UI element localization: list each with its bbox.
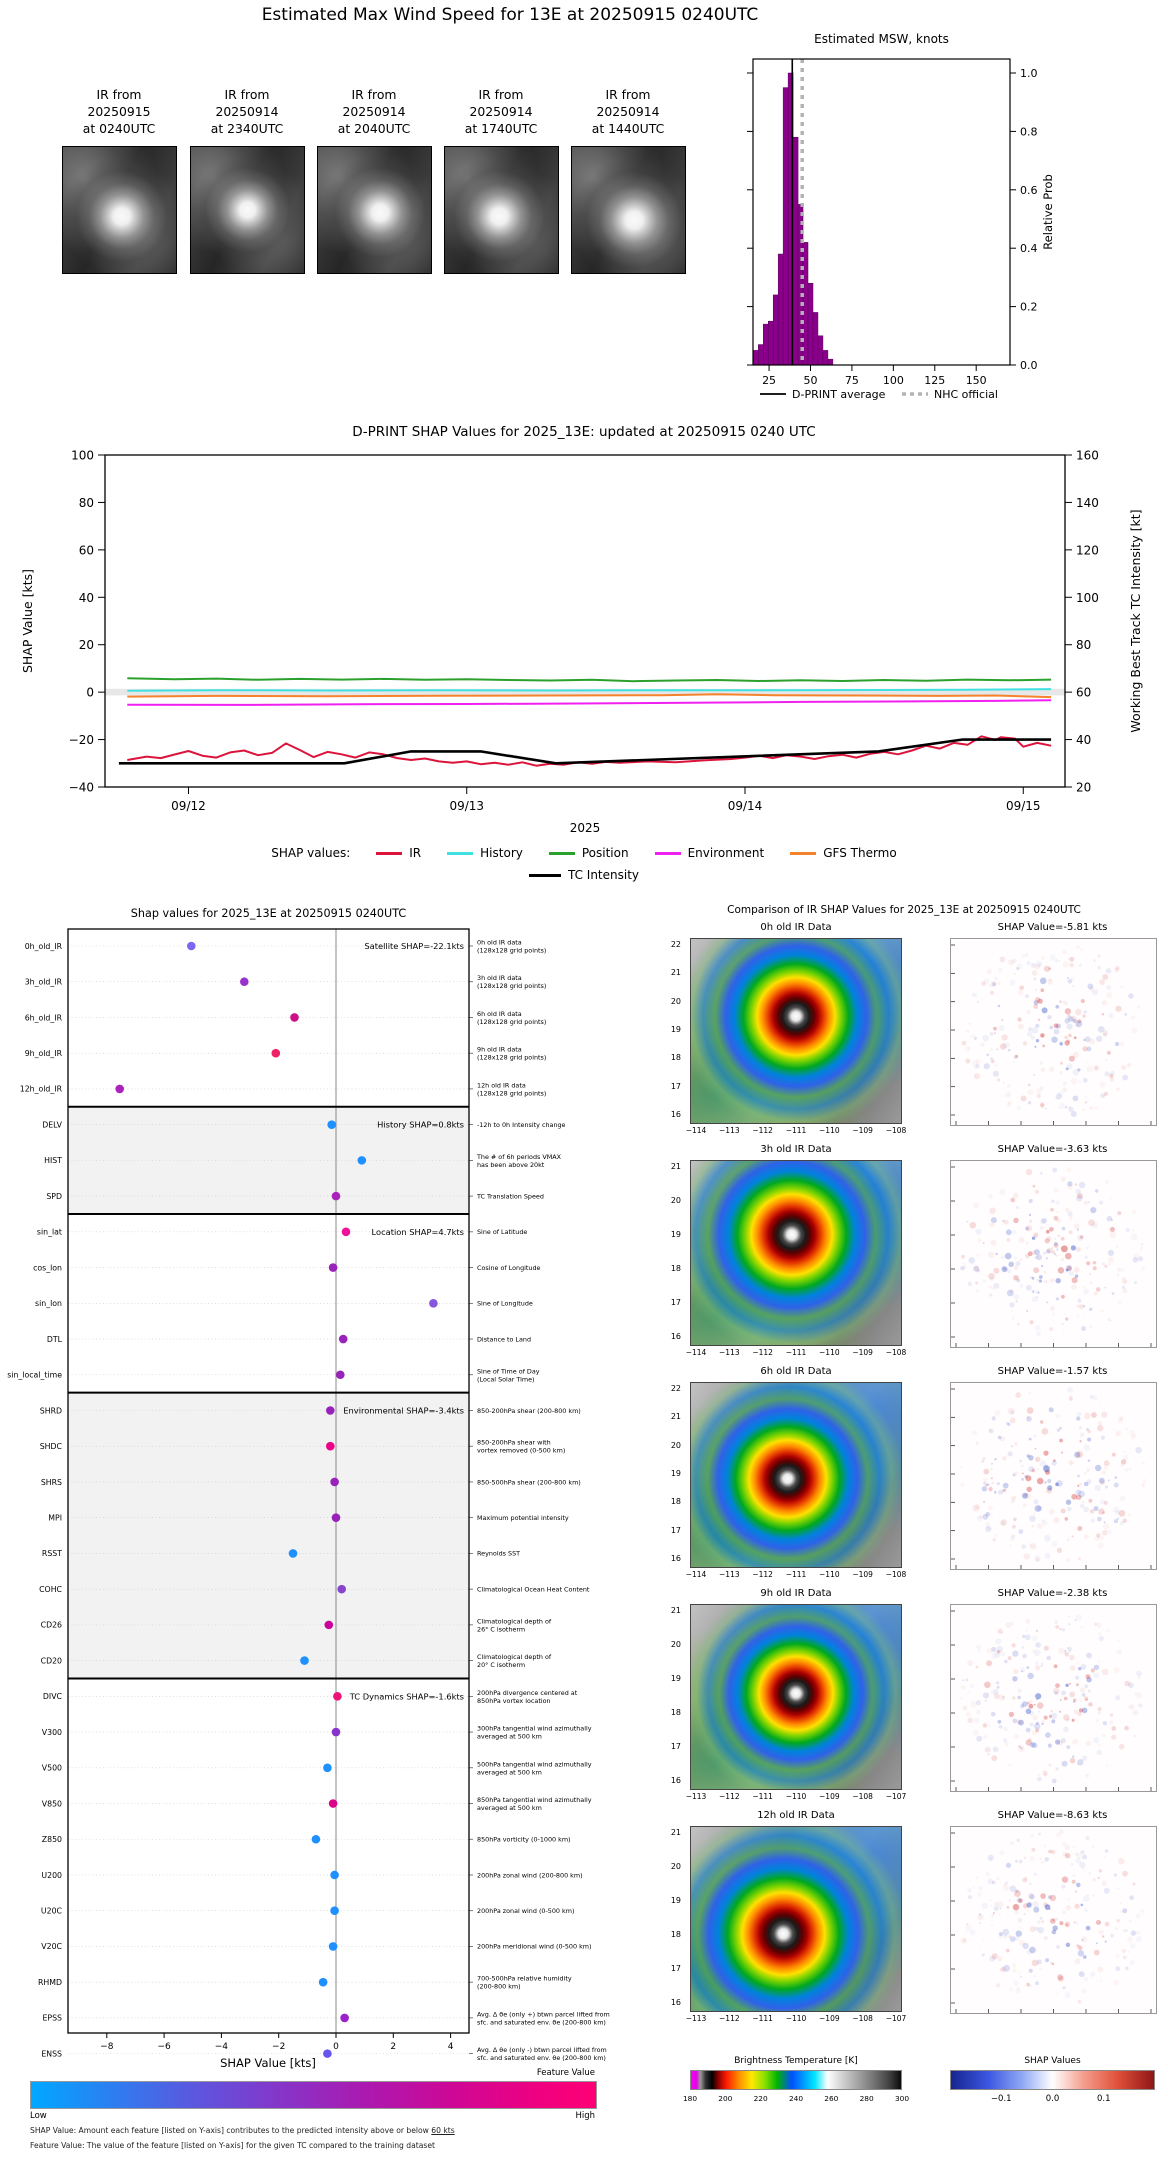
page-title: Estimated Max Wind Speed for 13E at 20250915 0240UTC <box>261 5 759 25</box>
feature-desc: 9h old IR data <box>477 1045 522 1054</box>
feature-label-sin_lat: sin_lat <box>36 1227 62 1237</box>
shap-dot-DTL <box>339 1335 348 1344</box>
shap-dot-RHMD <box>319 1978 328 1987</box>
feature-label-6h_old_IR: 6h_old_IR <box>24 1013 62 1023</box>
feature-desc: 3h old IR data <box>477 974 522 983</box>
hist-bar <box>778 254 783 365</box>
svg-text:20: 20 <box>78 638 94 653</box>
feature-label-V500: V500 <box>41 1763 62 1773</box>
legend-dprint-average: D-PRINT average <box>792 388 886 401</box>
feature-desc: (Local Solar Time) <box>477 1375 535 1384</box>
shap-value-map <box>950 938 1157 1126</box>
svg-text:09/14: 09/14 <box>727 799 763 813</box>
ir-map-title: 9h old IR Data <box>760 1588 832 1599</box>
svg-text:0: 0 <box>86 685 94 700</box>
series-position <box>127 678 1051 681</box>
feature-desc: sfc. and saturated env. θe (200-800 km) <box>477 2054 606 2063</box>
legend-entry-ir: IR <box>376 846 421 860</box>
svg-text:40: 40 <box>78 590 94 605</box>
feature-desc: Climatological Ocean Heat Content <box>477 1585 590 1594</box>
ir-thumb-caption: IR from 20250914 at 1740UTC <box>464 87 538 136</box>
ts-ylabel-left: SHAP Value [kts] <box>20 568 35 674</box>
feature-desc: 850hPa tangential wind azimuthally <box>477 1796 592 1805</box>
shap-value-map <box>950 1160 1157 1348</box>
timeseries-title: D-PRINT SHAP Values for 2025_13E: updated at 20250915 0240 UTC <box>352 424 816 440</box>
svg-text:160: 160 <box>1076 448 1099 463</box>
ts-ylabel-right: Working Best Track TC Intensity [kt] <box>1128 509 1143 733</box>
feature-label-COHC: COHC <box>39 1584 62 1594</box>
svg-text:−6: −6 <box>157 2042 171 2052</box>
svg-text:0.4: 0.4 <box>1020 242 1038 256</box>
ir-map-title: 0h old IR Data <box>760 922 832 933</box>
shap-dot-0h_old_IR <box>187 942 196 951</box>
feature-label-DIVC: DIVC <box>42 1692 62 1702</box>
feature-desc: 12h old IR data <box>477 1081 526 1090</box>
svg-text:−4: −4 <box>214 2042 229 2052</box>
feature-desc: 300hPa tangential wind azimuthally <box>477 1724 592 1733</box>
svg-text:1.0: 1.0 <box>1020 67 1038 80</box>
ir-thumb-caption: IR from 20250914 at 2340UTC <box>210 87 284 136</box>
feature-label-RHMD: RHMD <box>37 1977 62 1987</box>
feature-desc: Cosine of Longitude <box>477 1263 541 1272</box>
bt-colorbar-ticks: 180 200 220 240 260 280 300 <box>682 2094 910 2103</box>
shap-value-map <box>950 1826 1157 2014</box>
feature-label-CD20: CD20 <box>40 1656 62 1666</box>
hist-bar <box>818 336 823 365</box>
hist-ylabel: Relative Prob <box>1041 174 1055 250</box>
shap-dot-SHDC <box>326 1442 335 1451</box>
svg-text:09/12: 09/12 <box>171 799 206 813</box>
feature-label-V300: V300 <box>41 1727 62 1737</box>
ts-xlabel: 2025 <box>569 821 601 835</box>
shap-dot-EPSS <box>340 2014 349 2023</box>
ir-thumb-caption: IR from 20250915 at 0240UTC <box>82 87 156 136</box>
shap-dot-V850 <box>329 1799 338 1808</box>
hist-bar <box>758 345 763 365</box>
svg-text:0.2: 0.2 <box>1020 300 1038 314</box>
ir-thumb-caption: IR from 20250914 at 1440UTC <box>591 87 665 136</box>
ir-map-title: 6h old IR Data <box>760 1366 832 1377</box>
svg-text:09/13: 09/13 <box>449 799 485 813</box>
bt-colorbar-title: Brightness Temperature [K] <box>734 2056 858 2066</box>
feature-desc: 850hPa vorticity (0-1000 km) <box>477 1835 571 1844</box>
svg-text:20: 20 <box>1076 780 1092 795</box>
ir-data-map <box>690 1382 902 1568</box>
feature-desc: 200hPa meridional wind (0-500 km) <box>477 1942 592 1951</box>
feature-label-MPI: MPI <box>48 1513 62 1523</box>
svg-text:80: 80 <box>1076 638 1092 653</box>
colorbar-low-label: Low <box>30 2111 47 2121</box>
section-annotation-location: Location SHAP=4.7kts <box>371 1226 464 1237</box>
footnote-feature-value: Feature Value: The value of the feature [listed on Y-axis] for the given TC compared to the training dataset <box>30 2141 435 2150</box>
shap-dot-MPI <box>332 1513 341 1522</box>
ir-satellite-thumbnail <box>190 146 305 274</box>
shap-dot-CD26 <box>325 1621 334 1630</box>
svg-text:75: 75 <box>844 374 859 387</box>
feature-value-colorbar <box>30 2081 597 2109</box>
ir-map-title: 12h old IR Data <box>757 1810 835 1821</box>
section-annotation-history: History SHAP=0.8kts <box>377 1119 464 1130</box>
footnote-shap-value: SHAP Value: Amount each feature [listed on Y-axis] contributes to the predicted intensity above or below 60 kts <box>30 2126 455 2135</box>
shap-dot-COHC <box>337 1585 346 1594</box>
feature-desc: 200hPa divergence centered at <box>477 1688 578 1697</box>
svg-text:140: 140 <box>1076 495 1099 510</box>
feature-label-DTL: DTL <box>46 1334 62 1344</box>
feature-desc: sfc. and saturated env. θe (200-800 km) <box>477 2018 606 2027</box>
shap-dot-sin_lon <box>429 1299 438 1308</box>
map-yaxis-labels: 21 20 19 18 17 16 <box>670 1606 681 1785</box>
shap-dot-HIST <box>358 1156 367 1165</box>
ir-satellite-thumbnail <box>444 146 559 274</box>
svg-text:−8: −8 <box>100 2042 114 2052</box>
feature-label-SHRD: SHRD <box>39 1406 62 1416</box>
shap-value-map <box>950 1382 1157 1570</box>
feature-desc: Sine of Longitude <box>477 1299 533 1308</box>
bt-colorbar <box>690 2070 902 2090</box>
feature-label-0h_old_IR: 0h_old_IR <box>24 941 62 951</box>
colorbar-high-label: High <box>575 2111 595 2121</box>
histogram-title: Estimated MSW, knots <box>814 32 949 46</box>
feature-desc: 0h old IR data <box>477 938 522 947</box>
shap-dotplot <box>0 895 648 2075</box>
map-xaxis-labels: −114 −113 −112 −111 −110 −109 −108 <box>685 1570 907 1579</box>
feature-desc: vortex removed (0-500 km) <box>477 1446 566 1455</box>
svg-text:−2: −2 <box>272 2042 286 2052</box>
shap-dot-SHRS <box>330 1478 339 1487</box>
ir-comparison-title: Comparison of IR SHAP Values for 2025_13E at 20250915 0240UTC <box>727 904 1081 916</box>
section-annotation-satellite: Satellite SHAP=-22.1kts <box>364 941 464 951</box>
feature-label-sin_lon: sin_lon <box>35 1299 62 1309</box>
hist-bar <box>783 88 788 365</box>
feature-desc: Climatological depth of <box>477 1653 552 1662</box>
hist-bar <box>763 324 768 365</box>
feature-desc: averaged at 500 km <box>477 1732 542 1741</box>
shap-dot-ENSS <box>323 2049 332 2058</box>
feature-desc: 200hPa zonal wind (0-500 km) <box>477 1907 575 1916</box>
timeseries-legend-row-2 <box>0 868 1168 882</box>
feature-desc: averaged at 500 km <box>477 1768 542 1777</box>
feature-desc: Sine of Time of Day <box>477 1367 540 1376</box>
feature-label-RSST: RSST <box>41 1549 62 1559</box>
section-annotation-environmental: Environmental SHAP=-3.4kts <box>343 1405 464 1416</box>
dot-xlabel: SHAP Value [kts] <box>220 2056 316 2070</box>
shap-dotplot-title: Shap values for 2025_13E at 20250915 0240UTC <box>130 907 407 920</box>
feature-label-CD26: CD26 <box>40 1620 62 1630</box>
shap-colorbar-ticks: −0.1 0.0 0.1 <box>990 2094 1111 2104</box>
shap-dot-V300 <box>332 1728 341 1737</box>
shap-dot-SHRD <box>326 1406 335 1415</box>
ir-data-map <box>690 1160 902 1346</box>
shap-dot-DIVC <box>333 1692 342 1701</box>
feature-desc: Climatological depth of <box>477 1617 552 1626</box>
shap-map-title: SHAP Value=-3.63 kts <box>997 1144 1108 1155</box>
hist-bar <box>828 359 833 365</box>
shap-dot-3h_old_IR <box>240 977 249 986</box>
ts-legend-label: SHAP values: <box>271 846 351 860</box>
timeseries-legend-row-1 <box>0 846 1168 860</box>
shap-dot-V500 <box>323 1763 332 1772</box>
shap-dot-9h_old_IR <box>272 1049 281 1058</box>
ir-data-map <box>690 938 902 1124</box>
hist-bar <box>773 295 778 365</box>
svg-text:60: 60 <box>78 543 94 558</box>
feature-desc: 850-200hPa shear with <box>477 1438 551 1447</box>
hist-bar <box>823 350 828 365</box>
svg-text:120: 120 <box>1076 543 1099 558</box>
feature-desc: (128x128 grid points) <box>477 1089 547 1098</box>
shap-dot-DELV <box>327 1120 336 1129</box>
hist-bar <box>753 350 758 365</box>
feature-desc: 850hPa vortex location <box>477 1696 551 1705</box>
svg-text:−20: −20 <box>68 733 94 748</box>
shap-dot-12h_old_IR <box>115 1085 124 1094</box>
shap-map-title: SHAP Value=-8.63 kts <box>997 1810 1108 1821</box>
ir-thumb-caption: IR from 20250914 at 2040UTC <box>337 87 411 136</box>
feature-desc: (128x128 grid points) <box>477 946 547 955</box>
feature-label-DELV: DELV <box>42 1120 62 1130</box>
feature-desc: Avg. Δ θe (only -) btwn parcel lifted from <box>477 2046 607 2055</box>
feature-label-sin_local_time: sin_local_time <box>7 1370 62 1380</box>
shap-dot-6h_old_IR <box>290 1013 299 1022</box>
legend-entry-position: Position <box>549 846 629 860</box>
feature-desc: (128x128 grid points) <box>477 1017 547 1026</box>
shap-colorbar <box>950 2070 1155 2090</box>
shap-colorbar-title: SHAP Values <box>1024 2056 1081 2066</box>
legend-entry-gfs-thermo: GFS Thermo <box>790 846 897 860</box>
svg-text:80: 80 <box>78 495 94 510</box>
feature-label-12h_old_IR: 12h_old_IR <box>19 1084 62 1094</box>
ir-data-map <box>690 1826 902 2012</box>
svg-text:40: 40 <box>1076 733 1092 748</box>
shap-dot-SPD <box>332 1192 341 1201</box>
feature-label-HIST: HIST <box>44 1156 62 1166</box>
map-yaxis-labels: 22 21 20 19 18 17 16 <box>670 1384 681 1563</box>
map-yaxis-labels: 21 20 19 18 17 16 <box>670 1162 681 1341</box>
feature-label-V20C: V20C <box>41 1942 62 1952</box>
feature-desc: Sine of Latitude <box>477 1228 528 1237</box>
svg-text:100: 100 <box>882 374 904 387</box>
svg-text:0.8: 0.8 <box>1020 125 1038 139</box>
feature-desc: Reynolds SST <box>477 1549 521 1558</box>
shap-dot-U200 <box>330 1871 339 1880</box>
map-yaxis-labels: 21 20 19 18 17 16 <box>670 1828 681 2007</box>
shap-dot-CD20 <box>300 1656 309 1665</box>
map-xaxis-labels: −113 −112 −111 −110 −109 −108 −107 <box>685 1792 907 1801</box>
svg-text:0.6: 0.6 <box>1020 183 1038 197</box>
feature-label-Z850: Z850 <box>41 1835 62 1845</box>
shap-dot-sin_local_time <box>336 1370 345 1379</box>
map-yaxis-labels: 22 21 20 19 18 17 16 <box>670 940 681 1119</box>
ir-map-title: 3h old IR Data <box>760 1144 832 1155</box>
shap-map-title: SHAP Value=-2.38 kts <box>997 1588 1108 1599</box>
feature-desc: 500hPa tangential wind azimuthally <box>477 1760 592 1769</box>
feature-label-U20C: U20C <box>40 1906 62 1916</box>
shap-dot-cos_lon <box>329 1263 338 1272</box>
feature-desc: Maximum potential intensity <box>477 1513 569 1522</box>
feature-label-SHDC: SHDC <box>39 1442 62 1452</box>
feature-desc: 20° C isotherm <box>477 1661 526 1670</box>
shap-map-title: SHAP Value=-1.57 kts <box>997 1366 1108 1377</box>
ir-satellite-thumbnail <box>62 146 177 274</box>
shap-value-map <box>950 1604 1157 1792</box>
feature-desc: 850-200hPa shear (200-800 km) <box>477 1406 581 1415</box>
feature-label-EPSS: EPSS <box>42 2013 62 2023</box>
shap-dot-V20C <box>329 1942 338 1951</box>
hist-bar <box>768 321 773 365</box>
svg-text:50: 50 <box>803 374 818 387</box>
map-xaxis-labels: −114 −113 −112 −111 −110 −109 −108 <box>685 1126 907 1135</box>
map-xaxis-labels: −114 −113 −112 −111 −110 −109 −108 <box>685 1348 907 1357</box>
feature-desc: (128x128 grid points) <box>477 982 547 991</box>
svg-text:100: 100 <box>71 448 94 463</box>
msw-histogram <box>640 30 1168 415</box>
ir-satellite-thumbnail <box>317 146 432 274</box>
feature-label-U200: U200 <box>41 1870 62 1880</box>
hist-bar <box>808 283 813 365</box>
hist-bar <box>813 312 818 365</box>
feature-label-3h_old_IR: 3h_old_IR <box>24 977 62 987</box>
hist-bar <box>793 137 798 365</box>
shap-dot-sin_lat <box>342 1228 351 1237</box>
legend-entry-history: History <box>447 846 523 860</box>
svg-text:0: 0 <box>333 2042 339 2052</box>
feature-desc: 850-500hPa shear (200-800 km) <box>477 1478 581 1487</box>
feature-desc: 6h old IR data <box>477 1009 522 1018</box>
svg-text:100: 100 <box>1076 590 1099 605</box>
shap-dot-RSST <box>289 1549 298 1558</box>
legend-nhc-official: NHC official <box>934 388 998 401</box>
feature-desc: Distance to Land <box>477 1335 532 1344</box>
feature-desc: Avg. Δ θe (only +) btwn parcel lifted from <box>477 2010 610 2019</box>
feature-value-colorbar-title: Feature Value <box>536 2068 595 2078</box>
feature-desc: (128x128 grid points) <box>477 1053 547 1062</box>
svg-text:25: 25 <box>762 374 777 387</box>
ir-data-map <box>690 1604 902 1790</box>
feature-label-ENSS: ENSS <box>41 2049 62 2059</box>
feature-desc: -12h to 0h Intensity change <box>477 1120 566 1129</box>
map-xaxis-labels: −113 −112 −111 −110 −109 −108 −107 <box>685 2014 907 2023</box>
feature-desc: (200-800 km) <box>477 1982 521 1991</box>
series-environment <box>127 700 1051 705</box>
svg-text:0.0: 0.0 <box>1020 359 1038 372</box>
legend-entry-environment: Environment <box>655 846 765 860</box>
feature-desc: TC Translation Speed <box>477 1192 544 1201</box>
svg-text:09/15: 09/15 <box>1005 799 1041 813</box>
feature-label-cos_lon: cos_lon <box>33 1263 62 1273</box>
feature-label-SHRS: SHRS <box>40 1477 62 1487</box>
shap-dot-Z850 <box>312 1835 321 1844</box>
feature-desc: has been above 20kt <box>477 1160 545 1169</box>
feature-desc: 26° C isotherm <box>477 1625 526 1634</box>
section-annotation-tc-dynamics: TC Dynamics SHAP=-1.6kts <box>349 1691 464 1702</box>
svg-text:4: 4 <box>447 2042 454 2052</box>
shap-map-title: SHAP Value=-5.81 kts <box>997 922 1108 933</box>
legend-entry-tc-intensity: TC Intensity <box>529 868 639 882</box>
svg-text:2: 2 <box>390 2042 397 2052</box>
svg-text:60: 60 <box>1076 685 1092 700</box>
feature-label-V850: V850 <box>41 1799 62 1809</box>
svg-text:150: 150 <box>965 374 987 387</box>
svg-text:125: 125 <box>924 374 946 387</box>
svg-text:−40: −40 <box>68 780 94 795</box>
feature-label-9h_old_IR: 9h_old_IR <box>24 1048 62 1058</box>
shap-dot-U20C <box>330 1906 339 1915</box>
feature-label-SPD: SPD <box>46 1191 62 1201</box>
shap-timeseries-chart <box>0 420 1168 850</box>
feature-desc: averaged at 500 km <box>477 1804 542 1813</box>
feature-desc: 700-500hPa relative humidity <box>477 1974 572 1983</box>
feature-desc: The # of 6h periods VMAX <box>477 1152 561 1161</box>
feature-desc: 200hPa zonal wind (200-800 km) <box>477 1871 583 1880</box>
